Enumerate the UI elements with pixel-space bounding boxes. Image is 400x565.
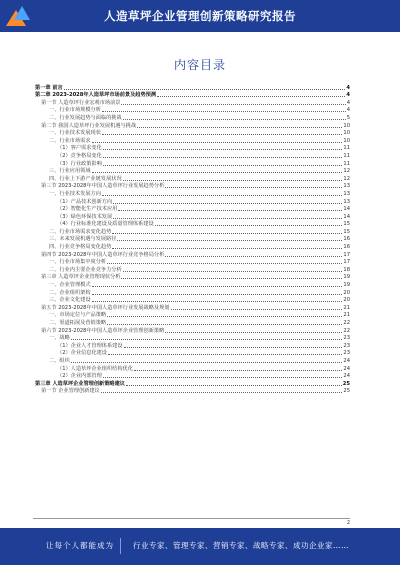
toc-leader-dots — [137, 127, 342, 128]
toc-entry-label: 第一节 企业管理创新建议 — [41, 388, 100, 395]
toc-entry[interactable] — [35, 335, 350, 343]
toc-leader-dots — [101, 392, 343, 393]
toc-leader-dots — [123, 119, 346, 120]
toc-entry-label: 一、行业技术发展现状 — [49, 130, 101, 137]
toc-entry-page: 18 — [343, 266, 350, 273]
footer-divider — [120, 538, 121, 554]
toc-leader-dots — [103, 377, 343, 378]
toc-entry[interactable] — [35, 350, 350, 358]
toc-leader-dots — [107, 263, 342, 264]
toc-leader-dots — [112, 233, 342, 234]
toc-entry-label: （3）绿色环保技术发展 — [57, 213, 113, 220]
page-header — [0, 0, 400, 32]
toc-entry-label: 第五节 2023-2028年中国人造草坪行业发展战略及规划 — [41, 304, 170, 311]
toc-leader-dots — [92, 294, 343, 295]
toc-entry-label: 三、企业文化建设 — [49, 297, 91, 304]
table-of-contents — [35, 84, 350, 395]
toc-entry-label: 一、行业市场规模分析 — [49, 107, 101, 114]
toc-leader-dots — [102, 111, 346, 112]
toc-entry[interactable] — [35, 213, 350, 221]
toc-entry-label: （4）行业标准化建设及质量管理体系建设 — [57, 221, 154, 228]
toc-entry-page: 14 — [343, 213, 350, 220]
toc-entry-page: 11 — [343, 152, 350, 159]
toc-leader-dots — [64, 89, 346, 90]
toc-entry[interactable] — [35, 99, 350, 107]
toc-leader-dots — [92, 142, 343, 143]
toc-leader-dots — [92, 286, 343, 287]
toc-entry-page: 11 — [343, 145, 350, 152]
toc-leader-dots — [121, 278, 342, 279]
page-divider — [33, 518, 350, 519]
toc-entry[interactable] — [35, 304, 350, 312]
toc-entry[interactable] — [35, 122, 350, 130]
toc-entry-label: 第一节 人造草坪行业宏观市场前景 — [41, 99, 121, 106]
toc-entry-label: （2）智能化生产技术应用 — [57, 206, 118, 213]
toc-entry-label: 第一章 前言 — [35, 84, 63, 91]
toc-entry-page: 22 — [343, 327, 350, 334]
toc-entry[interactable] — [35, 342, 350, 350]
toc-entry-page: 4 — [346, 84, 350, 91]
toc-leader-dots — [102, 195, 343, 196]
toc-entry-page: 10 — [343, 130, 350, 137]
toc-entry-page: 4 — [346, 99, 350, 106]
toc-entry-page: 22 — [343, 320, 350, 326]
toc-entry-label: 一、行业技术发展方向 — [49, 190, 101, 197]
toc-entry-label: 一、行业市场集中度分析 — [49, 259, 107, 266]
toc-entry[interactable] — [35, 327, 350, 335]
toc-entry-label: 二、行业市场需求 — [49, 137, 91, 144]
toc-entry[interactable] — [35, 175, 350, 183]
toc-leader-dots — [117, 240, 342, 241]
toc-leader-dots — [157, 96, 345, 97]
toc-entry-label: 第二章 2023-2028年人造草坪市场前景及趋势预测 — [35, 92, 157, 99]
report-title: 人造草坪企业管理创新策略研究报告 — [104, 9, 296, 23]
toc-entry-label: 三、未来发展机遇与发展路径 — [49, 236, 117, 243]
toc-entry-page: 13 — [343, 183, 350, 190]
toc-entry-label: 二、组织 — [49, 357, 70, 364]
toc-leader-dots — [134, 370, 342, 371]
toc-entry-page: 20 — [343, 289, 350, 296]
toc-entry-page: 4 — [346, 92, 350, 99]
toc-entry-label: 四、行业上下游产业链发展状况 — [49, 175, 122, 182]
toc-entry-page: 19 — [343, 282, 350, 289]
toc-leader-dots — [71, 339, 343, 340]
toc-leader-dots — [123, 180, 343, 181]
toc-entry-label: 二、行业发展趋势与面临的挑战 — [49, 114, 122, 121]
toc-entry-label: 第三章 人造草坪企业管理创新策略建议 — [35, 380, 125, 387]
toc-entry-page: 5 — [346, 114, 350, 121]
toc-entry-label: 二、企业组织架构 — [49, 289, 91, 296]
toc-entry-page: 17 — [343, 251, 350, 258]
toc-entry[interactable] — [35, 281, 350, 289]
toc-leader-dots — [121, 104, 345, 105]
toc-entry-label: （2）企业信息化建设 — [57, 350, 107, 357]
toc-leader-dots — [113, 218, 342, 219]
toc-entry-page: 16 — [343, 244, 350, 251]
toc-entry-label: 一、市场定位与产品策略 — [49, 312, 107, 319]
page-number: 2 — [346, 520, 350, 526]
toc-leader-dots — [112, 248, 342, 249]
toc-leader-dots — [155, 225, 343, 226]
toc-entry[interactable] — [35, 236, 350, 244]
toc-entry[interactable] — [35, 183, 350, 191]
toc-entry[interactable] — [35, 243, 350, 251]
toc-leader-dots — [102, 134, 343, 135]
toc-entry-label: 第四节 2023-2028年中国人造草坪行业竞争格局分析 — [41, 251, 165, 258]
toc-entry-label: （1）企业人才管理体系建设 — [57, 342, 123, 349]
toc-leader-dots — [103, 165, 343, 166]
toc-entry[interactable] — [35, 160, 350, 168]
toc-entry[interactable] — [35, 145, 350, 153]
toc-entry[interactable] — [35, 319, 350, 327]
toc-entry-page: 25 — [342, 380, 350, 387]
toc-leader-dots — [71, 362, 343, 363]
toc-entry-page: 21 — [343, 304, 350, 311]
toc-leader-dots — [92, 301, 343, 302]
toc-entry-label: 第三节 2023-2028年中国人造草坪行业发展趋势分析 — [41, 183, 165, 190]
toc-entry-page: 13 — [343, 198, 350, 205]
toc-entry-label: 三、行业应用领域 — [49, 168, 91, 175]
toc-entry-page: 13 — [343, 190, 350, 197]
toc-leader-dots — [165, 187, 342, 188]
toc-entry-label: （1）客户需求变化 — [57, 145, 102, 152]
toc-entry[interactable] — [35, 84, 350, 92]
toc-entry-page: 16 — [343, 236, 350, 243]
toc-entry[interactable] — [35, 168, 350, 176]
toc-entry[interactable] — [35, 373, 350, 381]
toc-entry[interactable] — [35, 297, 350, 305]
toc-entry-label: 第六节 2023-2028年中国人造草坪企业管理创新策略 — [41, 327, 165, 334]
page-footer — [0, 528, 400, 565]
toc-entry-page: 14 — [343, 206, 350, 213]
toc-entry[interactable] — [35, 388, 350, 396]
toc-leader-dots — [126, 385, 342, 386]
toc-entry[interactable] — [35, 221, 350, 229]
toc-entry-page: 11 — [343, 160, 350, 167]
toc-entry-label: （1）人造草坪企业组织结构优化 — [57, 365, 133, 372]
toc-entry[interactable] — [35, 251, 350, 259]
toc-entry[interactable] — [35, 92, 350, 100]
toc-entry-page: 20 — [343, 297, 350, 304]
toc-entry-page: 24 — [343, 373, 350, 380]
toc-entry-page: 23 — [343, 342, 350, 349]
toc-leader-dots — [165, 256, 342, 257]
toc-entry[interactable] — [35, 114, 350, 122]
toc-entry[interactable] — [35, 190, 350, 198]
toc-entry[interactable] — [35, 312, 350, 320]
toc-leader-dots — [107, 324, 342, 325]
toc-entry-label: （2）竞争格局变化 — [57, 152, 102, 159]
toc-entry-label: 二、渠道拓展及营销策略 — [49, 320, 107, 326]
toc-entry-page: 21 — [343, 312, 350, 319]
toc-leader-dots — [165, 332, 342, 333]
toc-entry-label: 二、行业市场需求变化趋势 — [49, 228, 112, 235]
toc-entry-page: 15 — [343, 221, 350, 228]
toc-leader-dots — [124, 347, 343, 348]
footer-slogan: 让每个人都能成为 — [46, 541, 114, 550]
toc-entry[interactable] — [35, 198, 350, 206]
toc-entry[interactable] — [35, 107, 350, 115]
toc-entry[interactable] — [35, 206, 350, 214]
toc-entry-page: 23 — [343, 335, 350, 342]
toc-entry-page: 23 — [343, 350, 350, 357]
toc-entry[interactable] — [35, 137, 350, 145]
toc-entry[interactable] — [35, 152, 350, 160]
toc-entry[interactable] — [35, 357, 350, 365]
toc-entry-label: （2）企业内部管理 — [57, 373, 102, 380]
toc-entry-label: 四、行业竞争格局变化趋势 — [49, 244, 112, 251]
toc-entry-label: （1）产品技术创新方向 — [57, 198, 113, 205]
toc-leader-dots — [113, 203, 342, 204]
toc-entry-page: 10 — [343, 122, 350, 129]
toc-entry-page: 12 — [343, 175, 350, 182]
toc-heading: 内容目录 — [173, 58, 226, 72]
toc-entry[interactable] — [35, 365, 350, 373]
toc-entry-page: 17 — [343, 259, 350, 266]
toc-leader-dots — [171, 309, 343, 310]
toc-entry-page: 19 — [343, 274, 350, 281]
toc-entry-page: 25 — [343, 388, 350, 395]
toc-entry-page: 4 — [346, 107, 350, 114]
toc-entry[interactable] — [35, 266, 350, 274]
toc-entry-page: 24 — [343, 357, 350, 364]
toc-leader-dots — [92, 172, 343, 173]
toc-entry-page: 15 — [343, 228, 350, 235]
toc-entry[interactable] — [35, 380, 350, 388]
footer-tagline: 行业专家、管理专家、营销专家、战略专家、成功企业家…… — [133, 541, 349, 550]
toc-entry-label: （3）行业政策影响 — [57, 160, 102, 167]
toc-entry-page: 10 — [343, 137, 350, 144]
toc-entry[interactable] — [35, 130, 350, 138]
toc-leader-dots — [108, 354, 342, 355]
toc-entry-page: 12 — [343, 168, 350, 175]
toc-leader-dots — [123, 271, 343, 272]
toc-entry-label: 一、企业管理模式 — [49, 282, 91, 289]
toc-entry[interactable] — [35, 289, 350, 297]
toc-entry-label: 一、战略 — [49, 335, 70, 342]
toc-entry[interactable] — [35, 228, 350, 236]
toc-leader-dots — [103, 149, 343, 150]
toc-leader-dots — [103, 157, 343, 158]
toc-entry-label: 第二节 我国人造草坪行业发展机遇与挑战 — [41, 122, 137, 129]
toc-entry-label: 第三章 人造草坪企业管理现状分析 — [41, 274, 121, 281]
toc-entry-page: 24 — [343, 365, 350, 372]
toc-leader-dots — [107, 316, 342, 317]
toc-leader-dots — [118, 210, 342, 211]
toc-entry-label: 二、行业内主要企业竞争力分析 — [49, 266, 122, 273]
toc-entry[interactable] — [35, 274, 350, 282]
toc-entry[interactable] — [35, 259, 350, 267]
